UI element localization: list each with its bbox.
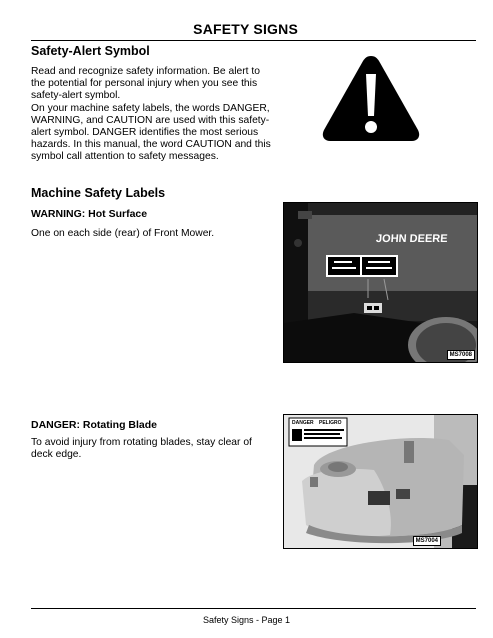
danger-rotating-blade-text: To avoid injury from rotating blades, stay clear of deck edge. — [31, 437, 252, 460]
footer-rule — [31, 608, 476, 609]
page-footer: Safety Signs - Page 1 — [202, 615, 291, 625]
header-rule — [31, 40, 476, 41]
safety-alert-triangle-icon — [320, 52, 422, 144]
warning-hot-surface-title: WARNING: Hot Surface — [31, 208, 148, 220]
safety-alert-paragraph-2: On your machine safety labels, the words DANGER, WARNING, and CAUTION are used with this safety-alert symbol. DANGER identifies the most serious hazards. In this manual, the word CAUTION and this symbol call attention to safety messages. — [31, 103, 271, 162]
machine-safety-labels-heading: Machine Safety Labels — [31, 186, 166, 200]
danger-rotating-blade-title: DANGER: Rotating Blade — [31, 419, 157, 431]
hot-surface-photo-brand: JOHN DEERE — [375, 233, 448, 245]
page-header-title: SAFETY SIGNS — [193, 21, 298, 37]
rotating-blade-label-photo — [283, 414, 478, 549]
rotating-blade-label-peligro: PELIGRO — [319, 420, 342, 426]
rotating-blade-photo-tag: MS7004 — [413, 536, 441, 546]
safety-alert-heading: Safety-Alert Symbol — [31, 44, 150, 58]
rotating-blade-label-danger: DANGER — [292, 420, 314, 426]
warning-hot-surface-text: One on each side (rear) of Front Mower. — [31, 228, 215, 239]
hot-surface-photo-tag: MS7008 — [447, 350, 475, 360]
hot-surface-label-photo — [283, 202, 478, 363]
safety-alert-paragraph-1: Read and recognize safety information. Be alert to the potential for personal injury when you see this safety-alert symbol. — [31, 66, 260, 101]
